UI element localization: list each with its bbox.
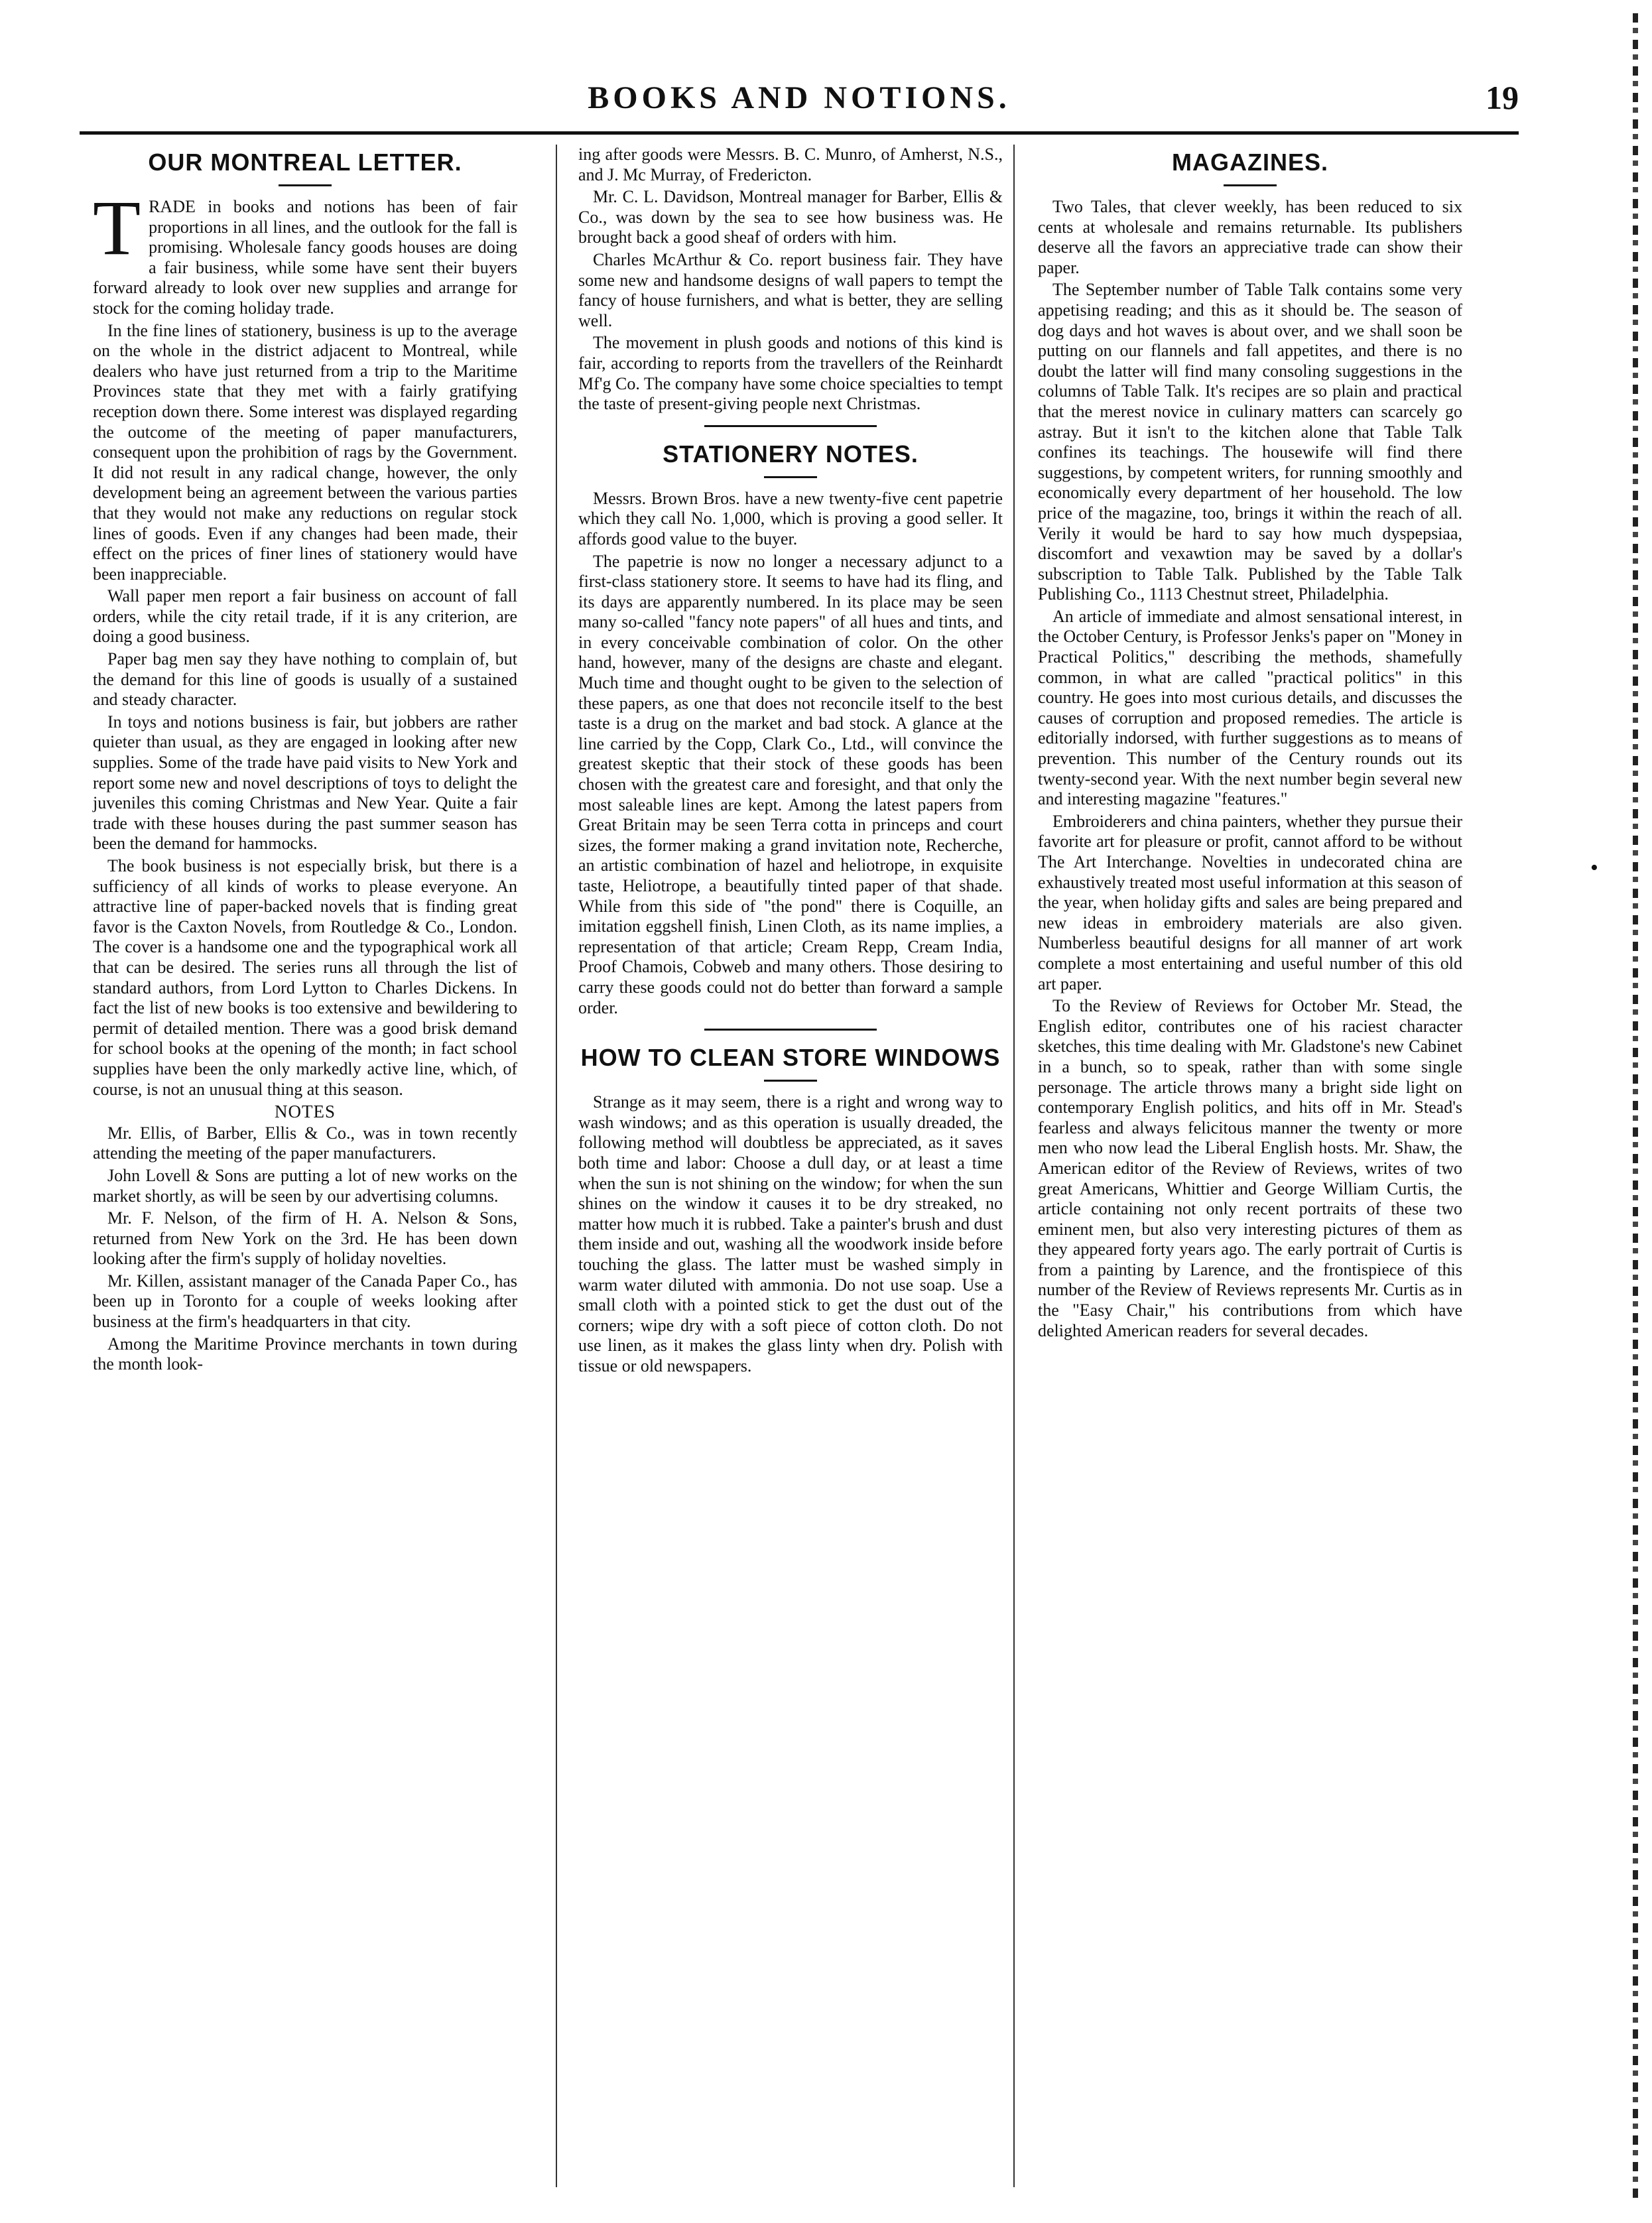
header-rule <box>80 131 1519 135</box>
article-paragraph: The September number of Table Talk contains some very appetising reading; and this as it should be. The season of dog days and hot waves is about over, and we shall soon be putting on our flannels and fall appetites, and there is no doubt the latter will find many consoling suggestions in the columns of Table Talk. It's recipes are so plain and practical that the merest novice in culinary matters can scarcely go astray. But it isn't to the kitchen alone that Table Talk confines its teachings. The housewife will find there suggestions, by competent writers, for running smoothly and economically every department of her household. The low price of the magazine, too, brings it within the reach of all. Verily it would be hard to say how much dyspepsiaa, discomfort and vexawtion may be saved by a dollar's subscription to Table Talk. Published by the Table Talk Publishing Co., 1113 Chestnut street, Philadelphia. <box>1038 280 1462 604</box>
article-paragraph: The papetrie is now no longer a necessary adjunct to a first-class stationery store. It seems to have had its fling, and its days are apparently numbered. In its place may be seen many so-called "fancy note papers" of all hues and tints, and in every conceivable combination of color. On the other hand, however, many of the designs are chaste and elegant. Much time and thought ought to be given to the selection of these papers, as one that does not reconcile itself to the best taste is a drug on the market and bad stock. A glance at the line carried by the Copp, Clark Co., Ltd., will convince the greatest skeptic that their stock of these goods has been chosen with the greatest care and foresight, and that only the most saleable lines are kept. Among the latest papers from Great Britain may be seen Terra cotta in princeps and court sizes, the former making a grand invitation note, Recherche, an artistic combination of hazel and heliotrope, in exquisite taste, Heliotrope, a beautifully tinted paper of that shade. While from this side of "the pond" there is Coquille, an imitation eggshell finish, Linen Cloth, as its name implies, a representation of that article; Cream Repp, Cream India, Proof Chamois, Cobweb and many others. Those desiring to carry these goods could not do better than forward a sample order. <box>578 551 1003 1017</box>
article-paragraph: Wall paper men report a fair business on account of fall orders, while the city retail trade, if it is any criterion, are doing a good business. <box>93 586 517 647</box>
note-paragraph: John Lovell & Sons are putting a lot of new works on the market shortly, as will be seen by our advertising columns. <box>93 1165 517 1206</box>
note-paragraph: Mr. C. L. Davidson, Montreal manager for Barber, Ellis & Co., was down by the sea to see how business was. He brought back a good sheaf of orders with him. <box>578 187 1003 247</box>
column-divider <box>556 145 557 2187</box>
note-paragraph: The movement in plush goods and notions of this kind is fair, according to reports from the travellers of the Reinhardt Mf'g Co. The company have some choice specialties to tempt the taste of present-giving people next Christmas. <box>578 333 1003 414</box>
continued-paragraph: ing after goods were Messrs. B. C. Munro, of Amherst, N.S., and J. Mc Murray, of Fredericton. <box>578 145 1003 184</box>
notes-heading: NOTES <box>275 1102 336 1122</box>
section-title: STATIONERY NOTES. <box>663 440 919 468</box>
note-paragraph: Mr. F. Nelson, of the firm of H. A. Nelson & Sons, returned from New York on the 3rd. He has been down looking after the firm's supply of holiday novelties. <box>93 1208 517 1269</box>
section-title: MAGAZINES. <box>1171 149 1328 176</box>
column-divider <box>1013 145 1015 2187</box>
running-title: BOOKS AND NOTIONS. <box>588 80 1011 115</box>
article-paragraph: Paper bag men say they have nothing to complain of, but the demand for this line of goods is usually of a sustained and steady character. <box>93 649 517 710</box>
middle-column <box>578 145 1003 1378</box>
article-paragraph: In toys and notions business is fair, but jobbers are rather quieter than usual, as they are engaged in looking after new supplies. Some of the trade have paid visits to New York and report some new and novel descriptions of toys to delight the juveniles this coming Christmas and New Year. Quite a fair trade with these houses during the past summer season has been the demand for hammocks. <box>93 712 517 854</box>
article-paragraph: Two Tales, that clever weekly, has been reduced to six cents at wholesale and remains returnable. Its publishers deserve all the favors an appreciative trade can show their paper. <box>1038 197 1462 277</box>
title-rule <box>764 476 817 478</box>
title-rule <box>279 184 332 186</box>
section-rule <box>704 425 877 427</box>
article-paragraph: Embroiderers and china painters, whether they pursue their favorite art for pleasure or profit, cannot afford to be without The Art Interchange. Novelties in undecorated china are exhaustively treated most useful information at this season of the year, when holiday gifts and sales are being prepared and new ideas in embroidery materials are also given. Numberless beautiful designs for all manner of art work complete a most entertaining and useful number of this old art paper. <box>1038 811 1462 993</box>
print-speck: • <box>1590 856 1598 880</box>
article-paragraph: In the fine lines of stationery, business is up to the average on the whole in the district adjacent to Montreal, while dealers who have just returned from a trip to the Maritime Provinces state that they met with a fairly gratifying reception down there. Some interest was displayed regarding the outcome of the meeting of paper manufacturers, consequent upon the prohibition of rags by the Government. It did not result in any radical change, however, the only development being an agreement between the various parties that they would not make any reductions on regular stock lines of goods. Even if any changes had been made, their effect on the prices of finer lines of stationery would have been inappreciable. <box>93 320 517 584</box>
article-paragraph: An article of immediate and almost sensational interest, in the October Century, is Professor Jenks's paper on "Money in Practical Politics," describing the methods, shamefully common, in what are called "practical politics" in this country. He goes into most curious details, and discusses the causes of corruption and proposed remedies. The article is editorially indorsed, with further suggestions as to means of prevention. This number of the Century rounds out its twenty-second year. With the next number begin several new and interesting magazine "features." <box>1038 606 1462 809</box>
section-rule <box>704 1029 877 1031</box>
title-rule <box>1224 184 1277 186</box>
right-column <box>1038 145 1462 1343</box>
article-paragraph: The book business is not especially brisk, but there is a sufficiency of all kinds of works to please everyone. An attractive line of paper-backed novels that is finding great favor is the Caxton Novels, from Routledge & Co., London. The cover is a handsome one and the typographical work all that can be desired. The series runs all through the list of standard authors, from Lord Lytton to Charles Dickens. In fact the list of new books is too extensive and bewildering to permit of detailed mention. There was a good brisk demand for school books at the opening of the month; in fact school supplies have been the only markedly active line, which, of course, is not an unusual thing at this season. <box>93 856 517 1099</box>
page-header <box>80 73 1519 133</box>
left-column <box>93 145 517 1377</box>
drop-cap: T <box>93 184 141 271</box>
page-edge-binding <box>1633 13 1638 2202</box>
title-rule <box>764 1080 817 1082</box>
section-title: HOW TO CLEAN STORE WINDOWS <box>580 1044 1001 1072</box>
note-paragraph: Mr. Killen, assistant manager of the Canada Paper Co., has been up in Toronto for a couple of weeks looking after business at the firm's headquarters in that city. <box>93 1271 517 1332</box>
article-paragraph: To the Review of Reviews for October Mr. Stead, the English editor, contributes one of his raciest character sketches, this time dealing with Mr. Gladstone's new Cabinet in a bunch, so to speak, rather than with some single personage. The article throws many a bright side light on contemporary English politics, and hits off in Mr. Stead's fearless and always felicitous manner the twenty or more men who now lead the Liberal English hosts. Mr. Shaw, the American editor of the Review of Reviews, writes of two great Americans, Whittier and George William Curtis, the article containing not only recent portraits of these two eminent men, but also very interesting pictures of them as they appeared forty years ago. The early portrait of Curtis is from a painting by Larence, and the frontispiece of this number of the Review of Reviews represents Mr. Curtis as in the "Easy Chair," his contributions from which have delighted American readers for several decades. <box>1038 996 1462 1340</box>
article-paragraph: Strange as it may seem, there is a right and wrong way to wash windows; and as this operation is usually dreaded, the following method will doubtless be appreciated, as it saves both time and labor: Choose a dull day, or at least a time when the sun is not shining on the window; for when the sun shines on the window it causes it to be dry streaked, no matter how much it is rubbed. Take a painter's brush and dust them inside and out, washing all the woodwork inside before touching the glass. The latter must be washed simply in warm water diluted with ammonia. Do not use soap. Use a small cloth with a pointed stick to get the dust out of the corners; wipe dry with a soft piece of cotton cloth. Do not use linen, as it makes the glass linty when dry. Polish with tissue or old newspapers. <box>578 1092 1003 1375</box>
note-paragraph: Among the Maritime Province merchants in town during the month look- <box>93 1334 517 1374</box>
article-title: OUR MONTREAL LETTER. <box>148 149 462 176</box>
note-paragraph: Charles McArthur & Co. report business fair. They have some new and handsome designs of wall papers to tempt the fancy of house furnishers, and what is better, they are selling well. <box>578 249 1003 330</box>
article-paragraph: TRADE in books and notions has been of fair proportions in all lines, and the outlook for the fall is promising. Wholesale fancy goods houses are doing a fair business, while some have sent their buyers forward already to look over new supplies and arrange for stock for the coming holiday trade. <box>93 184 517 318</box>
note-paragraph: Mr. Ellis, of Barber, Ellis & Co., was in town recently attending the meeting of the paper manufacturers. <box>93 1123 517 1163</box>
article-paragraph: Messrs. Brown Bros. have a new twenty-five cent papetrie which they call No. 1,000, which is proving a good seller. It affords good value to the buyer. <box>578 488 1003 548</box>
page-number: 19 <box>1486 79 1519 116</box>
